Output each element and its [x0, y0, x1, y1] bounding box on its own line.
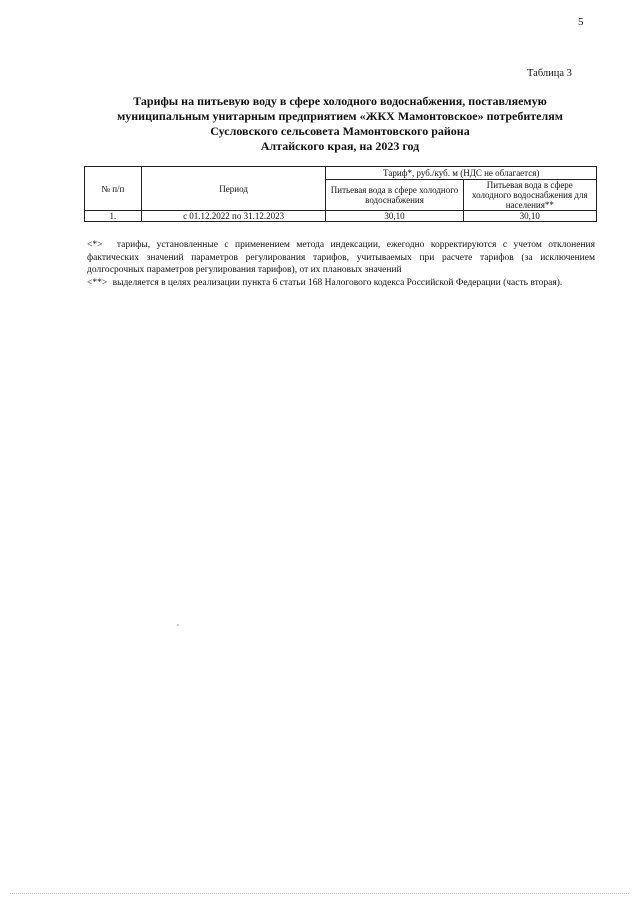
document-title	[85, 94, 595, 154]
page-number: 5	[578, 16, 584, 28]
footnote-2-marker: <**>	[87, 277, 108, 288]
scan-edge-line	[10, 893, 629, 894]
scan-speck	[177, 624, 179, 626]
cell-population: 30,10	[463, 211, 596, 222]
table-row	[85, 211, 597, 222]
cell-period: с 01.12.2022 по 31.12.2023	[141, 211, 326, 222]
cell-num: 1.	[85, 211, 142, 222]
footnote-1-text: тарифы, установленные с применением метода индексации, ежегодно корректируются с учетом отклонения фактических значений параметров регулирования тарифов, учитываемых при расчете тарифов (за исключением долгосрочных параметров регулирования тарифов), от их плановых значений	[87, 240, 595, 275]
tariff-table	[84, 166, 597, 222]
header-period: Период	[141, 167, 326, 211]
header-drinking-water-population: Питьевая вода в сфере холодного водоснабжения для населения**	[463, 180, 596, 211]
title-line-2: муниципальным унитарным предприятием «ЖКХ Мамонтовское» потребителям	[117, 109, 563, 123]
footnote-1	[87, 239, 595, 277]
header-drinking-water: Питьевая вода в сфере холодного водоснабжения	[326, 180, 463, 211]
title-line-3: Сусловского сельсовета Мамонтовского района	[210, 124, 470, 138]
table-header-row	[85, 167, 597, 180]
footnote-2-text: выделяется в целях реализации пункта 6 статьи 168 Налогового кодекса Российской Федерации (часть вторая).	[112, 277, 563, 288]
table-label: Таблица 3	[527, 68, 572, 79]
header-num: № п/п	[85, 167, 142, 211]
footnotes	[87, 239, 595, 289]
footnote-1-marker: <*>	[87, 240, 103, 250]
title-line-4: Алтайского края, на 2023 год	[260, 139, 420, 153]
title-line-1: Тарифы на питьевую воду в сфере холодного водоснабжения, поставляемую	[133, 94, 547, 108]
cell-drinking: 30,10	[326, 211, 463, 222]
header-tariff-group: Тариф*, руб./куб. м (НДС не облагается)	[326, 167, 597, 180]
footnote-2	[87, 277, 595, 290]
